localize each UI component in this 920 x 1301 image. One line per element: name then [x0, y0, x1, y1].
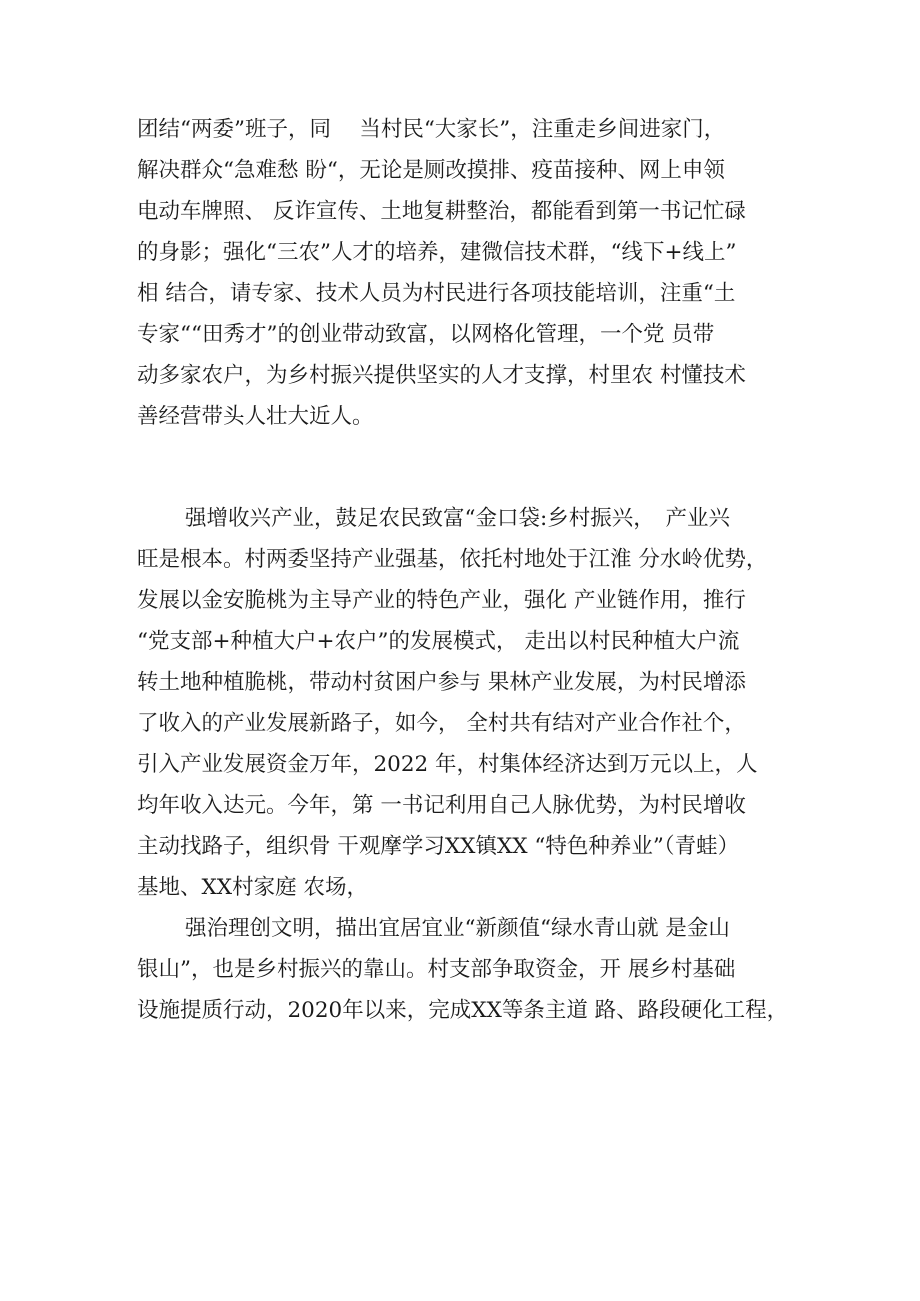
paragraph-2-line-7: 引入产业发展资金万年，2022 年，村集体经济达到万元以上，人: [137, 752, 758, 777]
paragraph-2-line-1: 强增收兴产业，鼓足农民致富“金口袋:乡村振兴， 产业兴: [185, 506, 730, 531]
paragraph-2-line-6: 了收入的产业发展新路子，如今， 全村共有结对产业合作社个，: [137, 711, 746, 736]
paragraph-3-line-3: 设施提质行动，2020年以来，完成XX等条主道 路、路段硬化工程，: [137, 998, 789, 1023]
paragraph-1-line-1: 团结“两委”班子，同 当村民“大家长”，注重走乡间进家门，: [137, 117, 726, 142]
paragraph-1-line-8: 善经营带头人壮大近人。: [137, 404, 374, 429]
paragraph-2-line-5: 转土地种植脆桃，带动村贫困户参与 果林产业发展，为村民增添: [137, 670, 746, 695]
paragraph-1-line-2: 解决群众“急难愁 盼“，无论是厕改摸排、疫苗接种、网上申领: [137, 158, 725, 183]
paragraph-1-line-4: 的身影；强化“三农”人才的培养，建微信技术群，“线下+线上”: [137, 240, 737, 265]
paragraph-1-line-5: 相 结合，请专家、技术人员为村民进行各项技能培训，注重“土: [137, 281, 736, 306]
paragraph-3-line-2: 银山”，也是乡村振兴的靠山。村支部争取资金，开 展乡村基础: [137, 957, 736, 982]
paragraph-2-line-4: “党支部+种植大户+农户”的发展模式， 走出以村民种植大户流: [137, 629, 740, 654]
paragraph-1-line-3: 电动车牌照、 反诈宣传、土地复耕整治，都能看到第一书记忙碌: [137, 199, 746, 224]
paragraph-3-line-1: 强治理创文明，描出宜居宜业“新颜值“绿水青山就 是金山: [185, 916, 730, 941]
paragraph-2-line-9: 主动找路子，组织骨 干观摩学习XX镇XX “特色种养业”（青蛙）: [137, 834, 740, 859]
paragraph-2-line-2: 旺是根本。村两委坚持产业强基，依托村地处于江淮 分水岭优势，: [137, 547, 768, 572]
paragraph-2-line-8: 均年收入达元。今年，第 一书记利用自己人脉优势，为村民增收: [137, 793, 746, 818]
paragraph-2-line-10: 基地、XX村家庭 农场，: [137, 875, 368, 900]
paragraph-1-line-7: 动多家农户，为乡村振兴提供坚实的人才支撑，村里农 村懂技术: [137, 363, 746, 388]
paragraph-2-line-3: 发展以金安脆桃为主导产业的特色产业，强化 产业链作用，推行: [137, 588, 746, 613]
paragraph-1-line-6: 专家““田秀才”的创业带动致富，以网格化管理，一个党 员带: [137, 322, 715, 347]
